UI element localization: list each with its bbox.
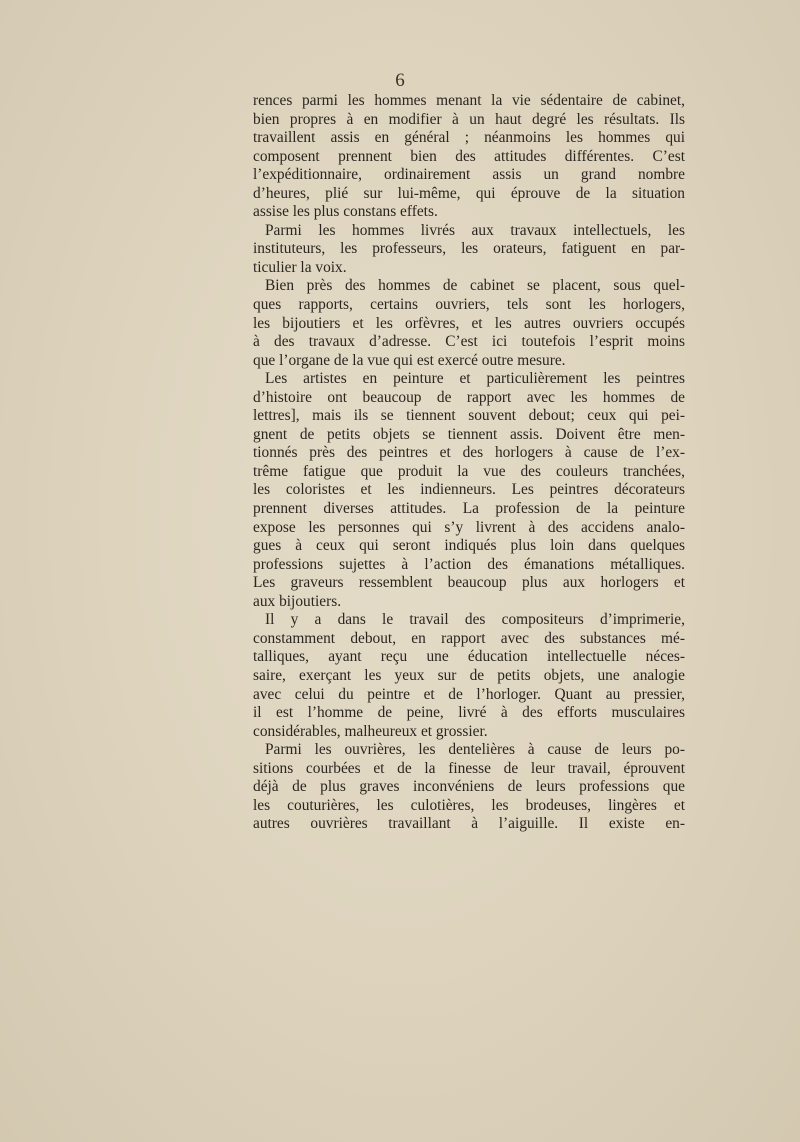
text-line: lettres], mais ils se tiennent souvent debout; ceux qui pei- [253, 407, 685, 425]
text-line: expose les personnes qui s’y livrent à des accidens analo- [253, 518, 685, 536]
text-line: tionnés près des peintres et des horlogers à cause de l’ex- [253, 444, 685, 462]
page-number: 6 [395, 70, 405, 91]
text-line: instituteurs, les professeurs, les orateurs, fatiguent en par- [253, 240, 685, 258]
text-line: talliques, ayant reçu une éducation intellectuelle néces- [253, 648, 685, 666]
text-line: trême fatigue que produit la vue des couleurs tranchées, [253, 462, 685, 480]
text-line: gues à ceux qui seront indiqués plus loin dans quelques [253, 537, 685, 555]
text-line: considérables, malheureux et grossier. [253, 722, 488, 740]
text-line: ticulier la voix. [253, 258, 347, 276]
text-line: Il y a dans le travail des compositeurs d’imprimerie, [265, 611, 685, 629]
text-line: prennent diverses attitudes. La profession de la peinture [253, 500, 685, 518]
text-line: les coloristes et les indienneurs. Les peintres décorateurs [253, 481, 685, 499]
text-line: assise les plus constans effets. [253, 203, 438, 221]
text-line: les bijoutiers et les orfèvres, et les autres ouvriers occupés [253, 314, 685, 332]
text-line: Parmi les hommes livrés aux travaux intellectuels, les [265, 221, 685, 239]
text-line: Les graveurs ressemblent beaucoup plus aux horlogers et [253, 574, 685, 592]
text-line: composent prennent bien des attitudes différentes. C’est [253, 147, 685, 165]
text-line: avec celui du peintre et de l’horloger. Quant au pressier, [253, 685, 685, 703]
body-text [253, 92, 685, 834]
text-line: travaillent assis en général ; néanmoins les hommes qui [253, 129, 685, 147]
text-line: gnent de petits objets se tiennent assis. Doivent être men- [253, 425, 685, 443]
text-line: d’heures, plié sur lui-même, qui éprouve de la situation [253, 184, 685, 202]
text-line: l’expéditionnaire, ordinairement assis un grand nombre [253, 166, 685, 184]
text-line: rences parmi les hommes menant la vie sédentaire de cabinet, [253, 92, 685, 109]
text-line: Parmi les ouvrières, les dentelières à cause de leurs po- [265, 741, 685, 759]
text-line: aux bijoutiers. [253, 592, 342, 610]
text-line: bien propres à en modifier à un haut degré les résultats. Ils [253, 110, 685, 128]
text-line: ques rapports, certains ouvriers, tels sont les horlogers, [253, 296, 685, 314]
text-line: constamment debout, en rapport avec des substances mé- [253, 629, 685, 647]
text-line: professions sujettes à l’action des émanations métalliques. [253, 555, 685, 573]
text-line: d’histoire ont beaucoup de rapport avec les hommes de [253, 388, 685, 406]
text-line: les couturières, les culotières, les brodeuses, lingères et [253, 796, 685, 814]
text-line: autres ouvrières travaillant à l’aiguille. Il existe en- [253, 815, 685, 833]
text-line: à des travaux d’adresse. C’est ici toutefois l’esprit moins [253, 333, 685, 351]
text-line: saire, exerçant les yeux sur de petits objets, une analogie [253, 666, 685, 684]
text-line: il est l’homme de peine, livré à des efforts musculaires [253, 704, 685, 722]
text-line: sitions courbées et de la finesse de leur travail, éprouvent [253, 759, 685, 777]
text-line: que l’organe de la vue qui est exercé outre mesure. [253, 351, 566, 369]
text-line: déjà de plus graves inconvéniens de leurs professions que [253, 778, 685, 796]
text-line: Les artistes en peinture et particulièrement les peintres [265, 370, 685, 388]
text-line: Bien près des hommes de cabinet se placent, sous quel- [265, 277, 685, 295]
